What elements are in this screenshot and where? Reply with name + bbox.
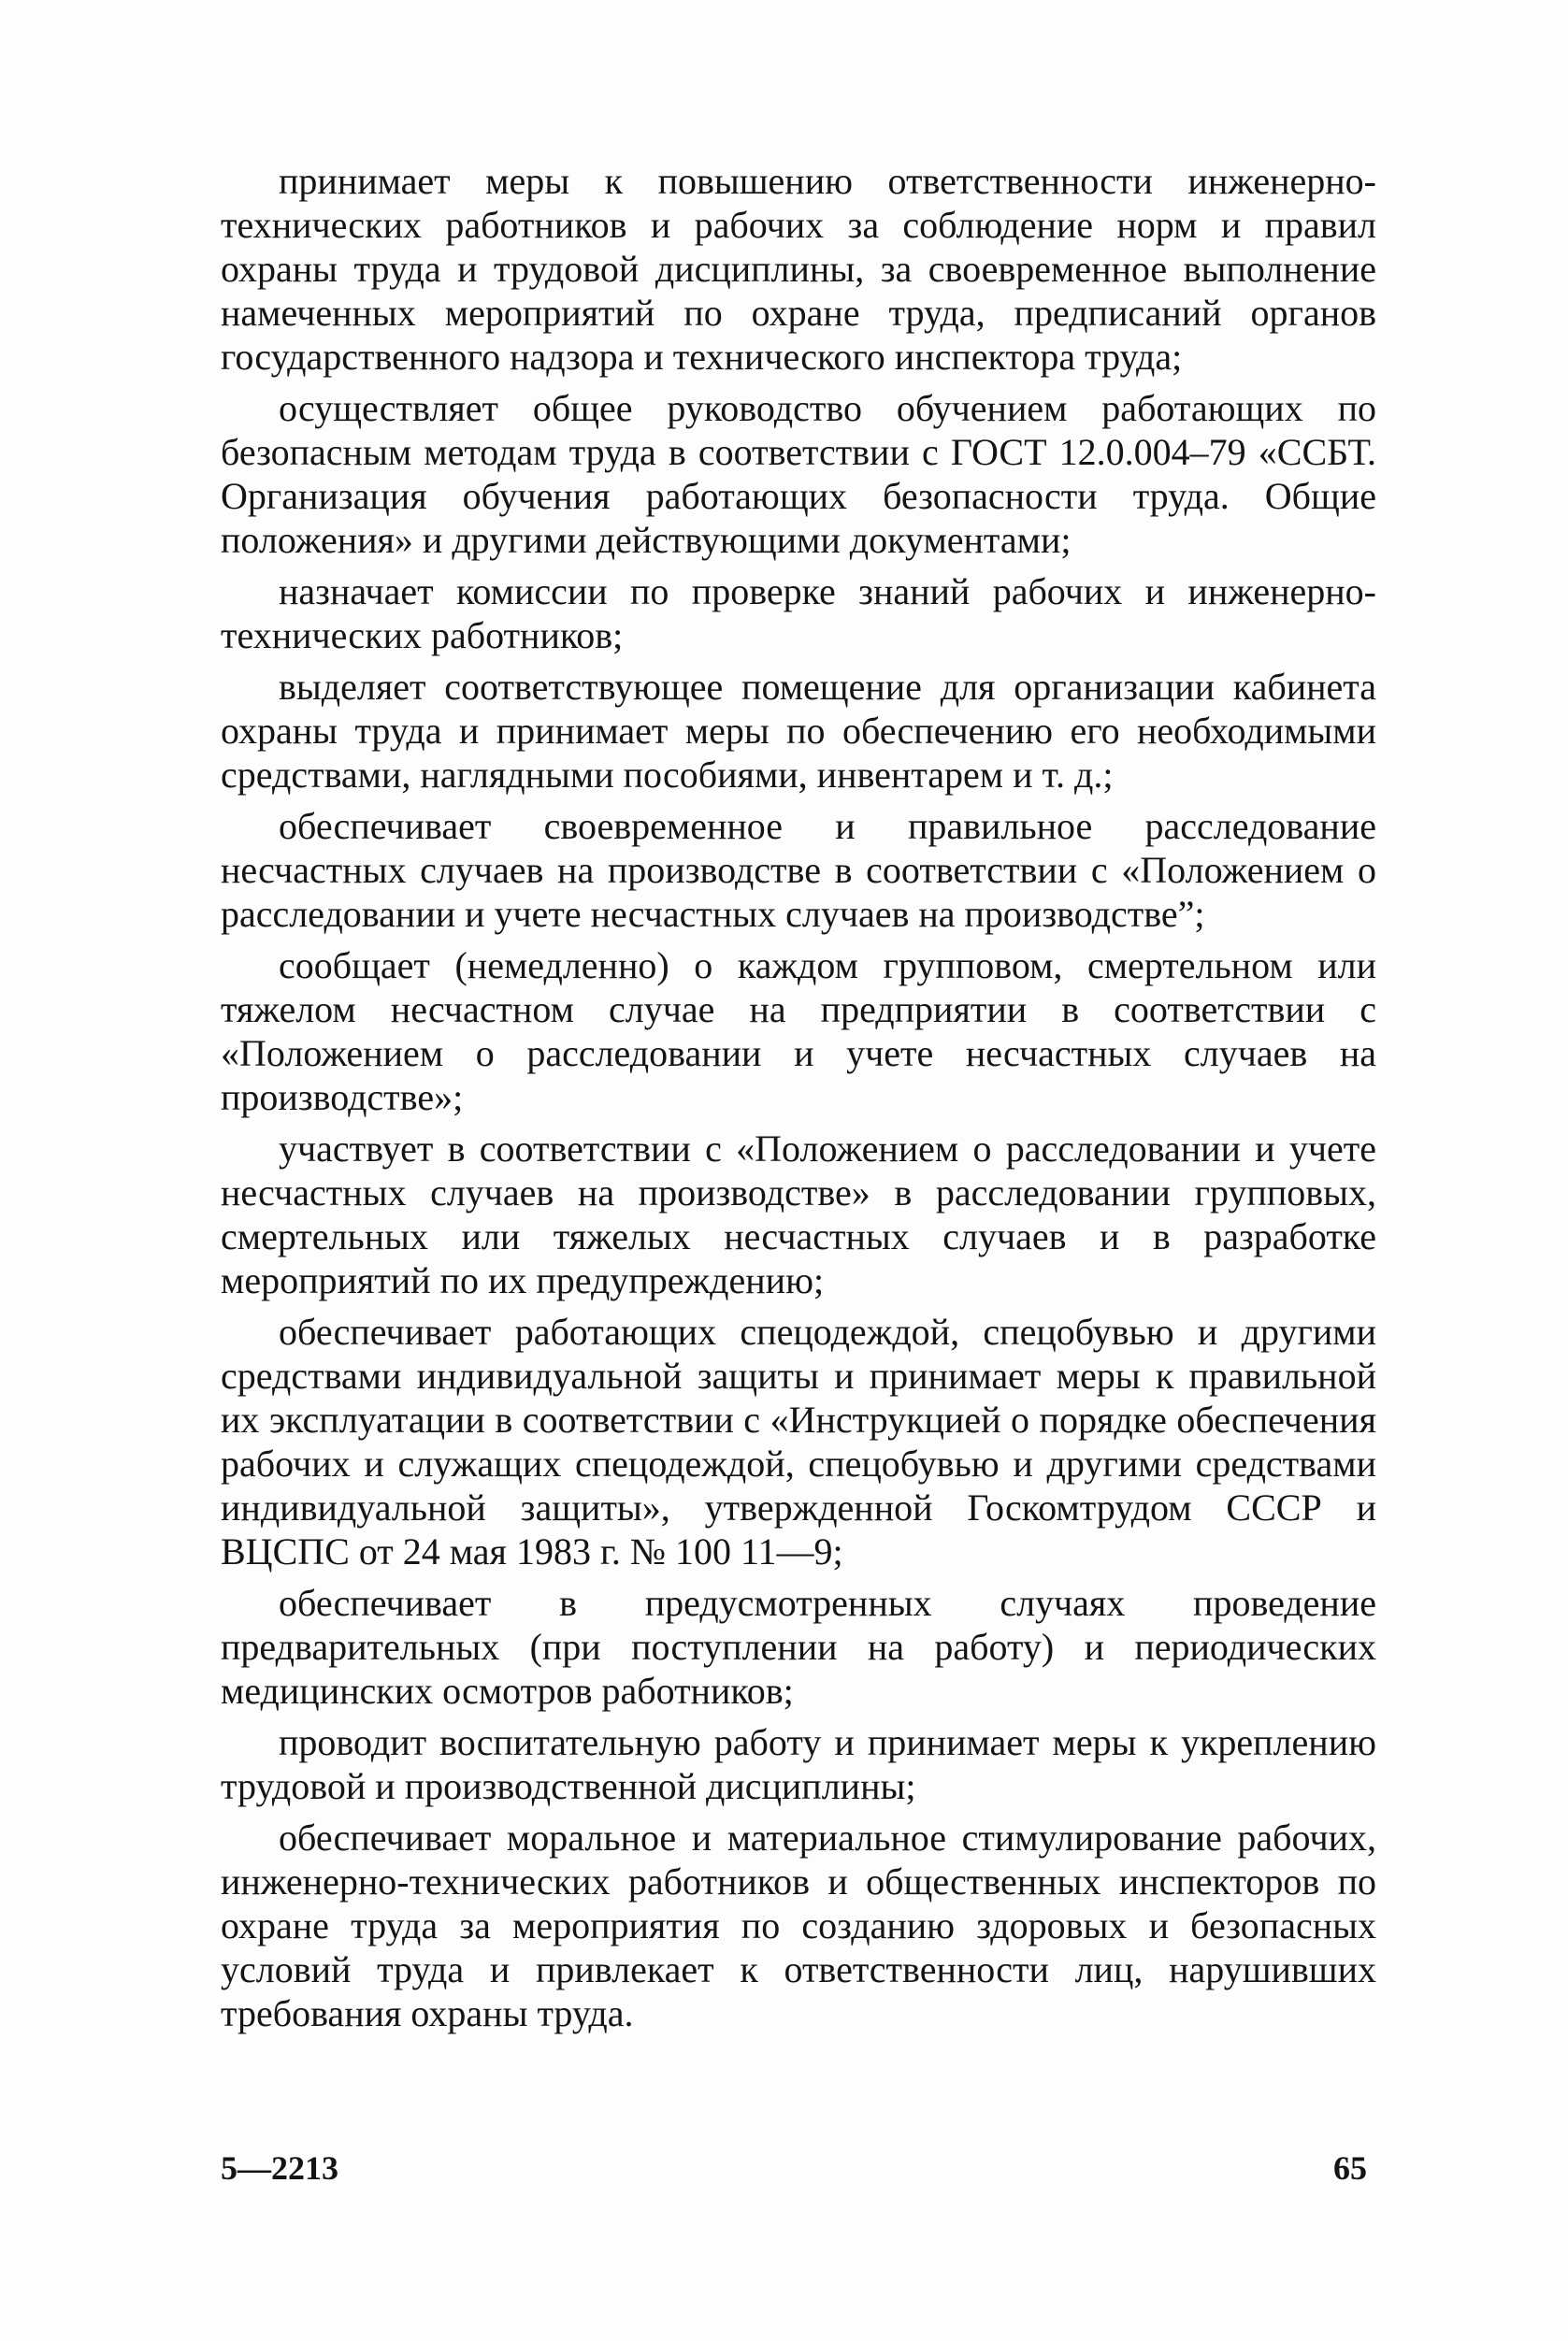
paragraph-3: назначает комиссии по проверке знаний рабочих и инженерно-технических работников; [221,570,1376,656]
paragraph-1: принимает меры к повышению ответственности инженерно-технических работников и рабочих за соблюдение норм и правил охраны труда и трудовой дисциплины, за своевременное выполнение намеченных мероприятий по охране труда, предписаний органов государственного надзора и технического инспектора труда; [221,160,1376,378]
paragraph-2: осуществляет общее руководство обучением работающих по безопасным методам труда в соответствии с ГОСТ 12.0.004–79 «ССБТ. Организация обучения работающих безопасности труда. Общие положения» и другими действующими документами; [221,387,1376,561]
paragraph-11: обеспечивает моральное и материальное стимулирование рабочих, инженерно-технических работников и общественных инспекторов по охране труда за мероприятия по созданию здоровых и безопасных условий труда и привлекает к ответственности лиц, нарушивших требования охраны труда. [221,1817,1376,2034]
page-number: 65 [1333,2149,1367,2187]
paragraph-10: проводит воспитательную работу и принимает меры к укреплению трудовой и производственной дисциплины; [221,1721,1376,1807]
paragraph-4: выделяет соответствующее помещение для организации кабинета охраны труда и принимает меры по обеспечению его необходимыми средствами, наглядными пособиями, инвентарем и т. д.; [221,666,1376,796]
body-text [221,159,1376,2043]
paragraph-7: участвует в соответствии с «Положением о расследовании и учете несчастных случаев на производстве» в расследовании групповых, смертельных или тяжелых несчастных случаев и в разработке мероприятий по их предупреждению; [221,1127,1376,1301]
printer-signature: 5—2213 [221,2149,338,2187]
paragraph-8: обеспечивает работающих спецодеждой, спецобувью и другими средствами индивидуальной защиты и принимает меры к правильной их эксплуатации в соответствии с «Инструкцией о порядке обеспечения рабочих и служащих спецодеждой, спецобувью и другими средствами индивидуальной защиты», утвержденной Госкомтрудом СССР и ВЦСПС от 24 мая 1983 г. № 100 11—9; [221,1311,1376,1573]
paragraph-9: обеспечивает в предусмотренных случаях проведение предварительных (при поступлении на работу) и периодических медицинских осмотров работников; [221,1582,1376,1712]
paragraph-5: обеспечивает своевременное и правильное расследование несчастных случаев на производстве в соответствии с «Положением о расследовании и учете несчастных случаев на производстве”; [221,805,1376,935]
paragraph-6: сообщает (немедленно) о каждом групповом, смертельном или тяжелом несчастном случае на предприятии в соответствии с «Положением о расследовании и учете несчастных случаев на производстве»; [221,944,1376,1118]
